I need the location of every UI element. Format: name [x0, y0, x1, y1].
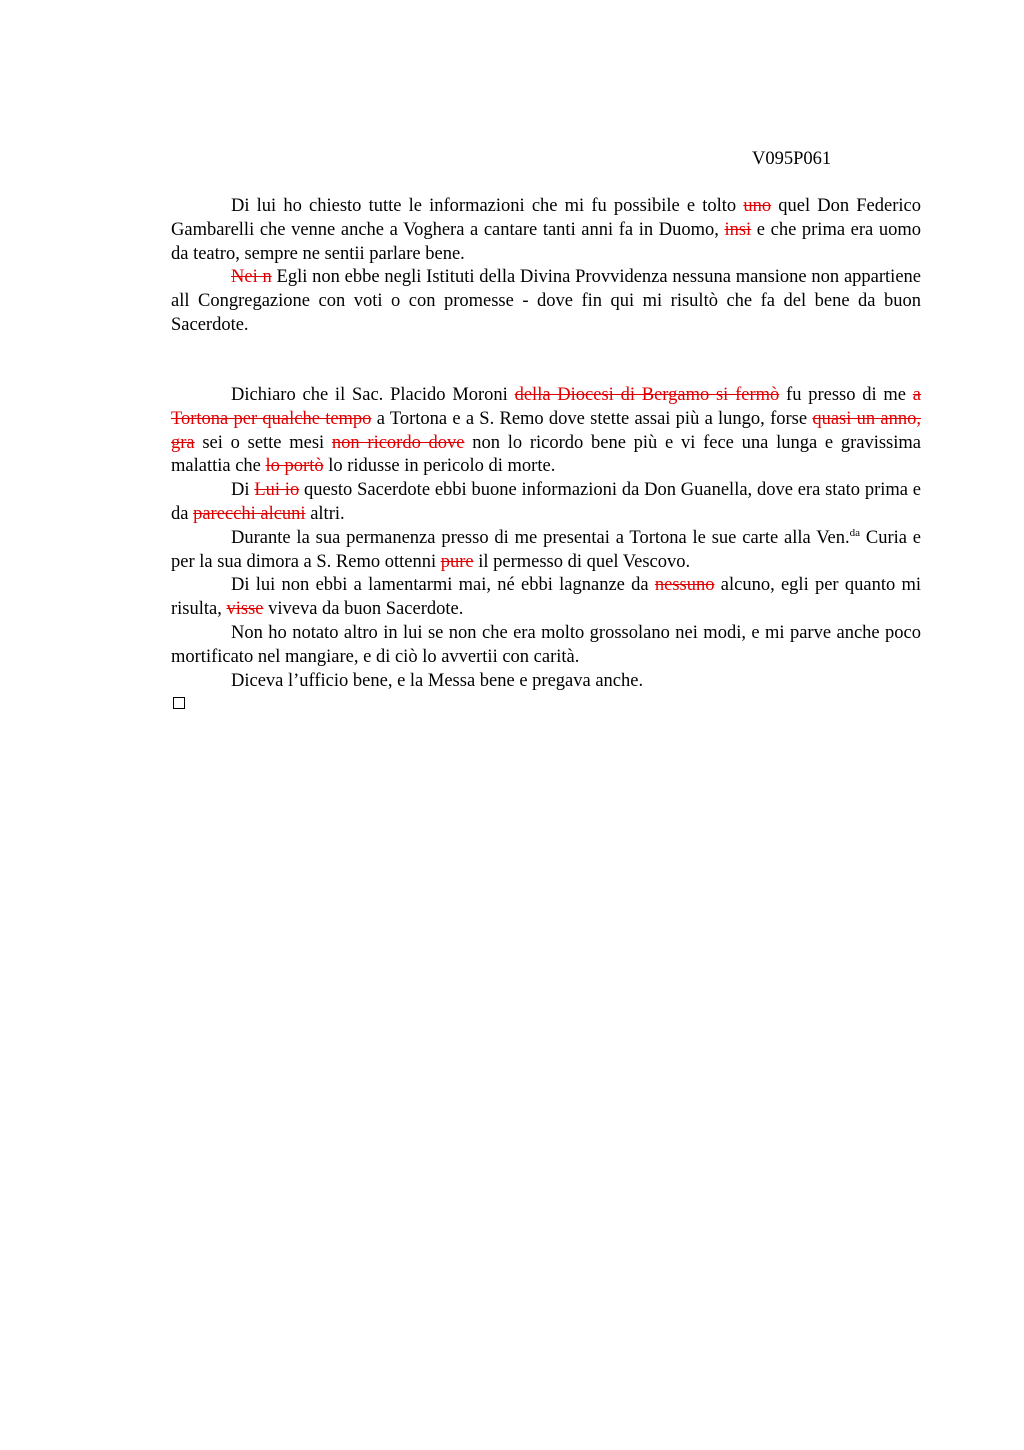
text-segment: Diceva l’ufficio bene, e la Messa bene e pregava anche.	[231, 670, 644, 691]
paragraph	[171, 195, 921, 266]
deleted-text: uno	[743, 196, 772, 216]
text-segment: a Tortona e a S. Remo dove stette assai più a lungo, forse	[371, 408, 813, 429]
text-segment: Di lui ho chiesto tutte le informazioni che mi fu possibile e tolto	[231, 196, 744, 216]
paragraph-group-1	[171, 195, 921, 338]
text-segment: quel Don Federico Gambarelli che venne anche a Voghera a cantare tanti anni fa in Duomo,	[171, 196, 921, 240]
text-segment: alcuno, egli per quanto mi risulta,	[171, 575, 921, 620]
deleted-text: quasi un anno, gra	[171, 408, 921, 453]
text-segment: Durante la sua permanenza presso di me presentai a Tortona le sue carte alla Ven.	[231, 527, 850, 548]
text-segment: lo ridusse in pericolo di morte.	[323, 456, 556, 477]
deleted-text: pure	[440, 551, 474, 572]
text-segment: Non ho notato altro in lui se non che era molto grossolano nei modi, e mi parve anche poco mortificato nel mangiare, e di ciò lo avvertii con carità.	[171, 622, 921, 667]
deleted-text: lo portò	[265, 456, 324, 477]
paragraph	[171, 384, 921, 479]
text-segment: fu presso di me	[779, 385, 913, 405]
text-segment: Curia e per la sua dimora a S. Remo ottenni	[171, 527, 922, 572]
text-segment: Di	[231, 480, 255, 501]
paragraph	[171, 574, 921, 622]
text-segment: Dichiaro che il Sac. Placido Moroni	[231, 385, 515, 405]
text-segment: il permesso di quel Vescovo.	[473, 551, 691, 572]
text-segment: Egli non ebbe negli Istituti della Divina Provvidenza nessuna mansione non appartiene all Congregazione con voti o con promesse - dove fin qui mi risultò che fa del bene da buon Sacerdote.	[171, 267, 921, 335]
deleted-text: non ricordo dove	[331, 432, 465, 453]
deleted-text: visse	[226, 599, 264, 620]
paragraph	[171, 266, 921, 337]
checkbox-glyph	[173, 697, 185, 709]
text-segment: viveva da buon Sacerdote.	[263, 599, 464, 620]
deleted-text: parecchi alcuni	[193, 503, 306, 524]
deleted-text: della Diocesi di Bergamo si fermò	[514, 385, 780, 405]
deleted-text: insi	[724, 219, 752, 240]
declaration-group	[171, 384, 921, 693]
superscript-text: da	[849, 526, 861, 539]
text-segment: altri.	[305, 503, 345, 524]
text-segment: questo Sacerdote ebbi buone informazioni da Don Guanella, dove era stato prima e da	[171, 480, 922, 524]
paragraph	[171, 527, 921, 575]
paragraph	[171, 479, 921, 527]
deleted-text: Nei n	[231, 267, 272, 288]
document-id: V095P061	[752, 149, 832, 169]
paragraph	[171, 622, 921, 670]
text-segment: Di lui non ebbi a lamentarmi mai, né ebbi lagnanze da	[231, 575, 655, 596]
text-segment: non lo ricordo bene più e vi fece una lunga e gravissima malattia che	[171, 432, 921, 477]
text-segment: e che prima era uomo da teatro, sempre ne sentii parlare bene.	[171, 219, 921, 264]
deleted-text: Lui io	[254, 480, 300, 501]
paragraph	[171, 670, 921, 694]
deleted-text: nessuno	[654, 575, 715, 596]
deleted-text: a Tortona per qualche tempo	[171, 385, 921, 429]
text-segment: sei o sette mesi	[194, 432, 332, 453]
